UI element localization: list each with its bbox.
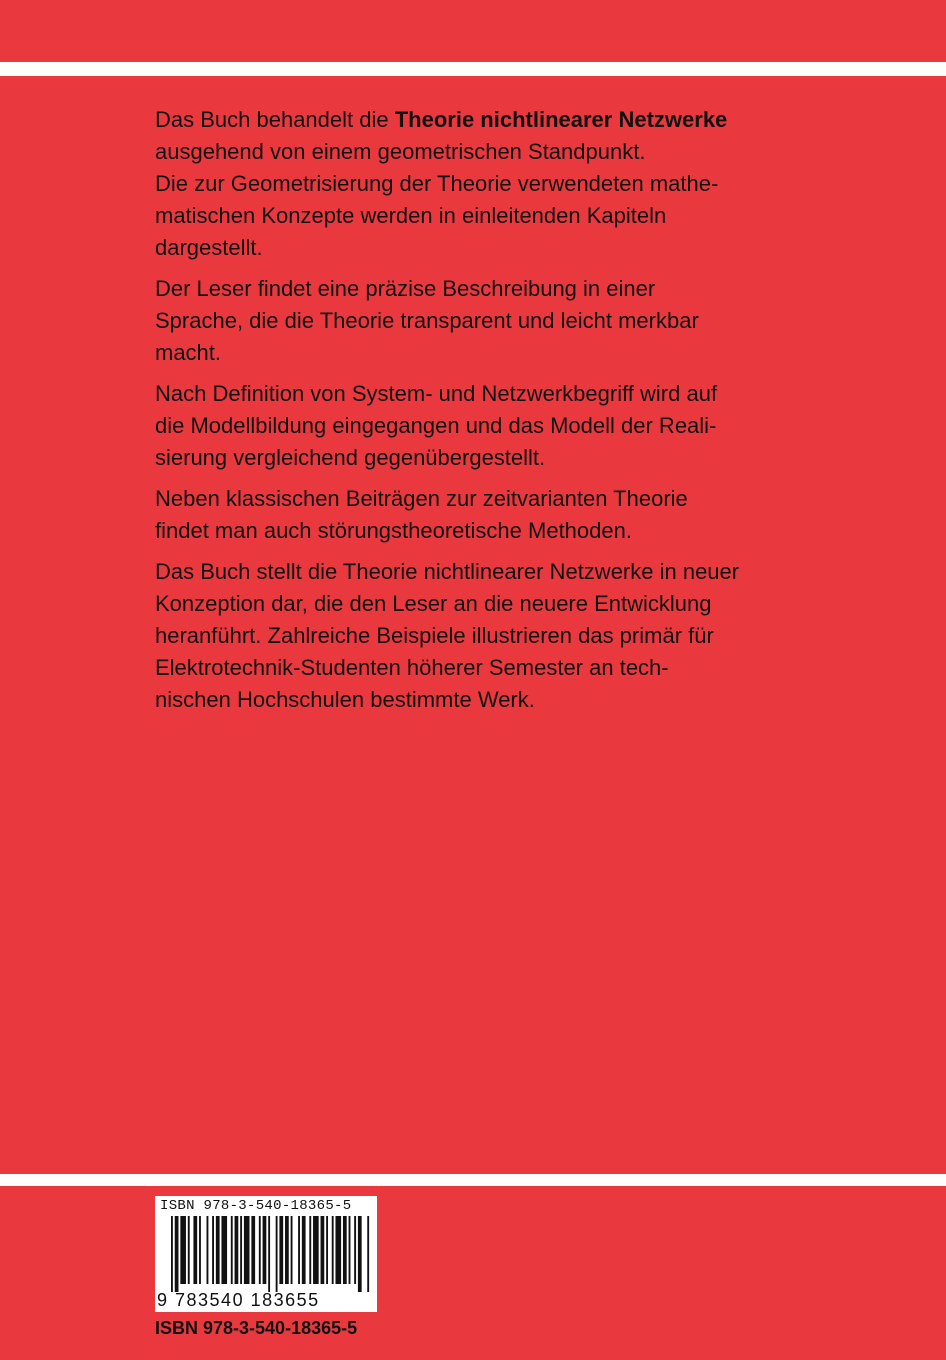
- barcode-bar: [259, 1216, 261, 1284]
- blurb-line: Elektrotechnik-Studenten höherer Semester an tech-: [155, 655, 669, 680]
- barcode-digits: 9 783540 183655: [157, 1290, 320, 1310]
- barcode-bar: [298, 1216, 300, 1284]
- barcode-bar: [268, 1216, 270, 1292]
- blurb-line: findet man auch störungstheoretische Methoden.: [155, 518, 632, 543]
- blurb-line: sierung vergleichend gegenübergestellt.: [155, 445, 546, 470]
- barcode-bar: [175, 1216, 179, 1292]
- barcode-bar: [231, 1216, 233, 1284]
- book-title-bold: Theorie nichtlinearer Netzwerke: [394, 107, 728, 132]
- barcode-bar: [207, 1216, 209, 1284]
- blurb-paragraph-2: [155, 273, 815, 369]
- blurb-line: Nach Definition von System- und Netzwerkbegriff wird auf: [155, 381, 718, 406]
- barcode-bar: [263, 1216, 267, 1284]
- barcode-bar: [240, 1216, 242, 1284]
- blurb-line: Die zur Geometrisierung der Theorie verwendeten mathe-: [155, 171, 719, 196]
- barcode-bar: [285, 1216, 289, 1284]
- barcode-bar: [251, 1216, 255, 1284]
- isbn-footer: ISBN 978-3-540-18365-5: [155, 1318, 358, 1338]
- barcode-bar: [171, 1216, 173, 1292]
- barcode-bar: [302, 1216, 306, 1284]
- barcode-bar: [221, 1216, 227, 1284]
- blurb-line: Das Buch stellt die Theorie nichtlinearer Netzwerke in neuer: [155, 559, 740, 584]
- barcode-bar: [199, 1216, 201, 1284]
- barcode-bar: [188, 1216, 190, 1284]
- blurb-line: die Modellbildung eingegangen und das Modell der Reali-: [155, 413, 717, 438]
- barcode-bar: [349, 1216, 351, 1284]
- barcode-bar: [235, 1216, 239, 1284]
- barcode-bar: [332, 1216, 334, 1284]
- barcode-bar: [354, 1216, 356, 1284]
- top-white-stripe: [0, 62, 946, 76]
- barcode-box: [155, 1196, 377, 1312]
- barcode-bar: [212, 1216, 214, 1284]
- blurb-line: ausgehend von einem geometrischen Standpunkt.: [155, 139, 646, 164]
- barcode-bar: [321, 1216, 325, 1284]
- barcode-bar: [193, 1216, 197, 1284]
- back-cover-blurb: [155, 104, 815, 725]
- barcode-bar: [358, 1216, 362, 1292]
- blurb-line: Neben klassischen Beiträgen zur zeitvarianten Theorie: [155, 486, 688, 511]
- barcode-bar: [367, 1216, 369, 1292]
- blurb-paragraph-1: [155, 104, 815, 264]
- blurb-line: macht.: [155, 340, 222, 365]
- barcode-bar: [335, 1216, 341, 1284]
- blurb-line: nischen Hochschulen bestimmte Werk.: [155, 687, 535, 712]
- blurb-line: Sprache, die die Theorie transparent und leicht merkbar: [155, 308, 699, 333]
- barcode-icon: [171, 1216, 371, 1292]
- blurb-line: matischen Konzepte werden in einleitenden Kapiteln: [155, 203, 667, 228]
- barcode-bar: [216, 1216, 220, 1284]
- blurb-paragraph-4: [155, 483, 815, 547]
- barcode-bar: [244, 1216, 250, 1284]
- blurb-line: Konzeption dar, die den Leser an die neuere Entwicklung: [155, 591, 712, 616]
- barcode-isbn-label: ISBN 978-3-540-18365-5: [160, 1198, 352, 1214]
- barcode-bar: [313, 1216, 319, 1284]
- blurb-paragraph-5: [155, 556, 815, 716]
- barcode-bar: [180, 1216, 186, 1284]
- blurb-line: Der Leser findet eine präzise Beschreibung in einer: [155, 276, 656, 301]
- barcode-bar: [343, 1216, 347, 1284]
- blurb-paragraph-3: [155, 378, 815, 474]
- blurb-line: Das Buch behandelt die Theorie nichtlinearer Netzwerke: [155, 107, 728, 132]
- blurb-line: heranführt. Zahlreiche Beispiele illustrieren das primär für: [155, 623, 714, 648]
- barcode-bar: [309, 1216, 311, 1284]
- barcode-bar: [291, 1216, 293, 1284]
- blurb-line: dargestellt.: [155, 235, 263, 260]
- barcode-bar: [276, 1216, 278, 1292]
- bottom-white-stripe: [0, 1174, 946, 1186]
- barcode-bar: [326, 1216, 328, 1284]
- barcode-bar: [279, 1216, 283, 1284]
